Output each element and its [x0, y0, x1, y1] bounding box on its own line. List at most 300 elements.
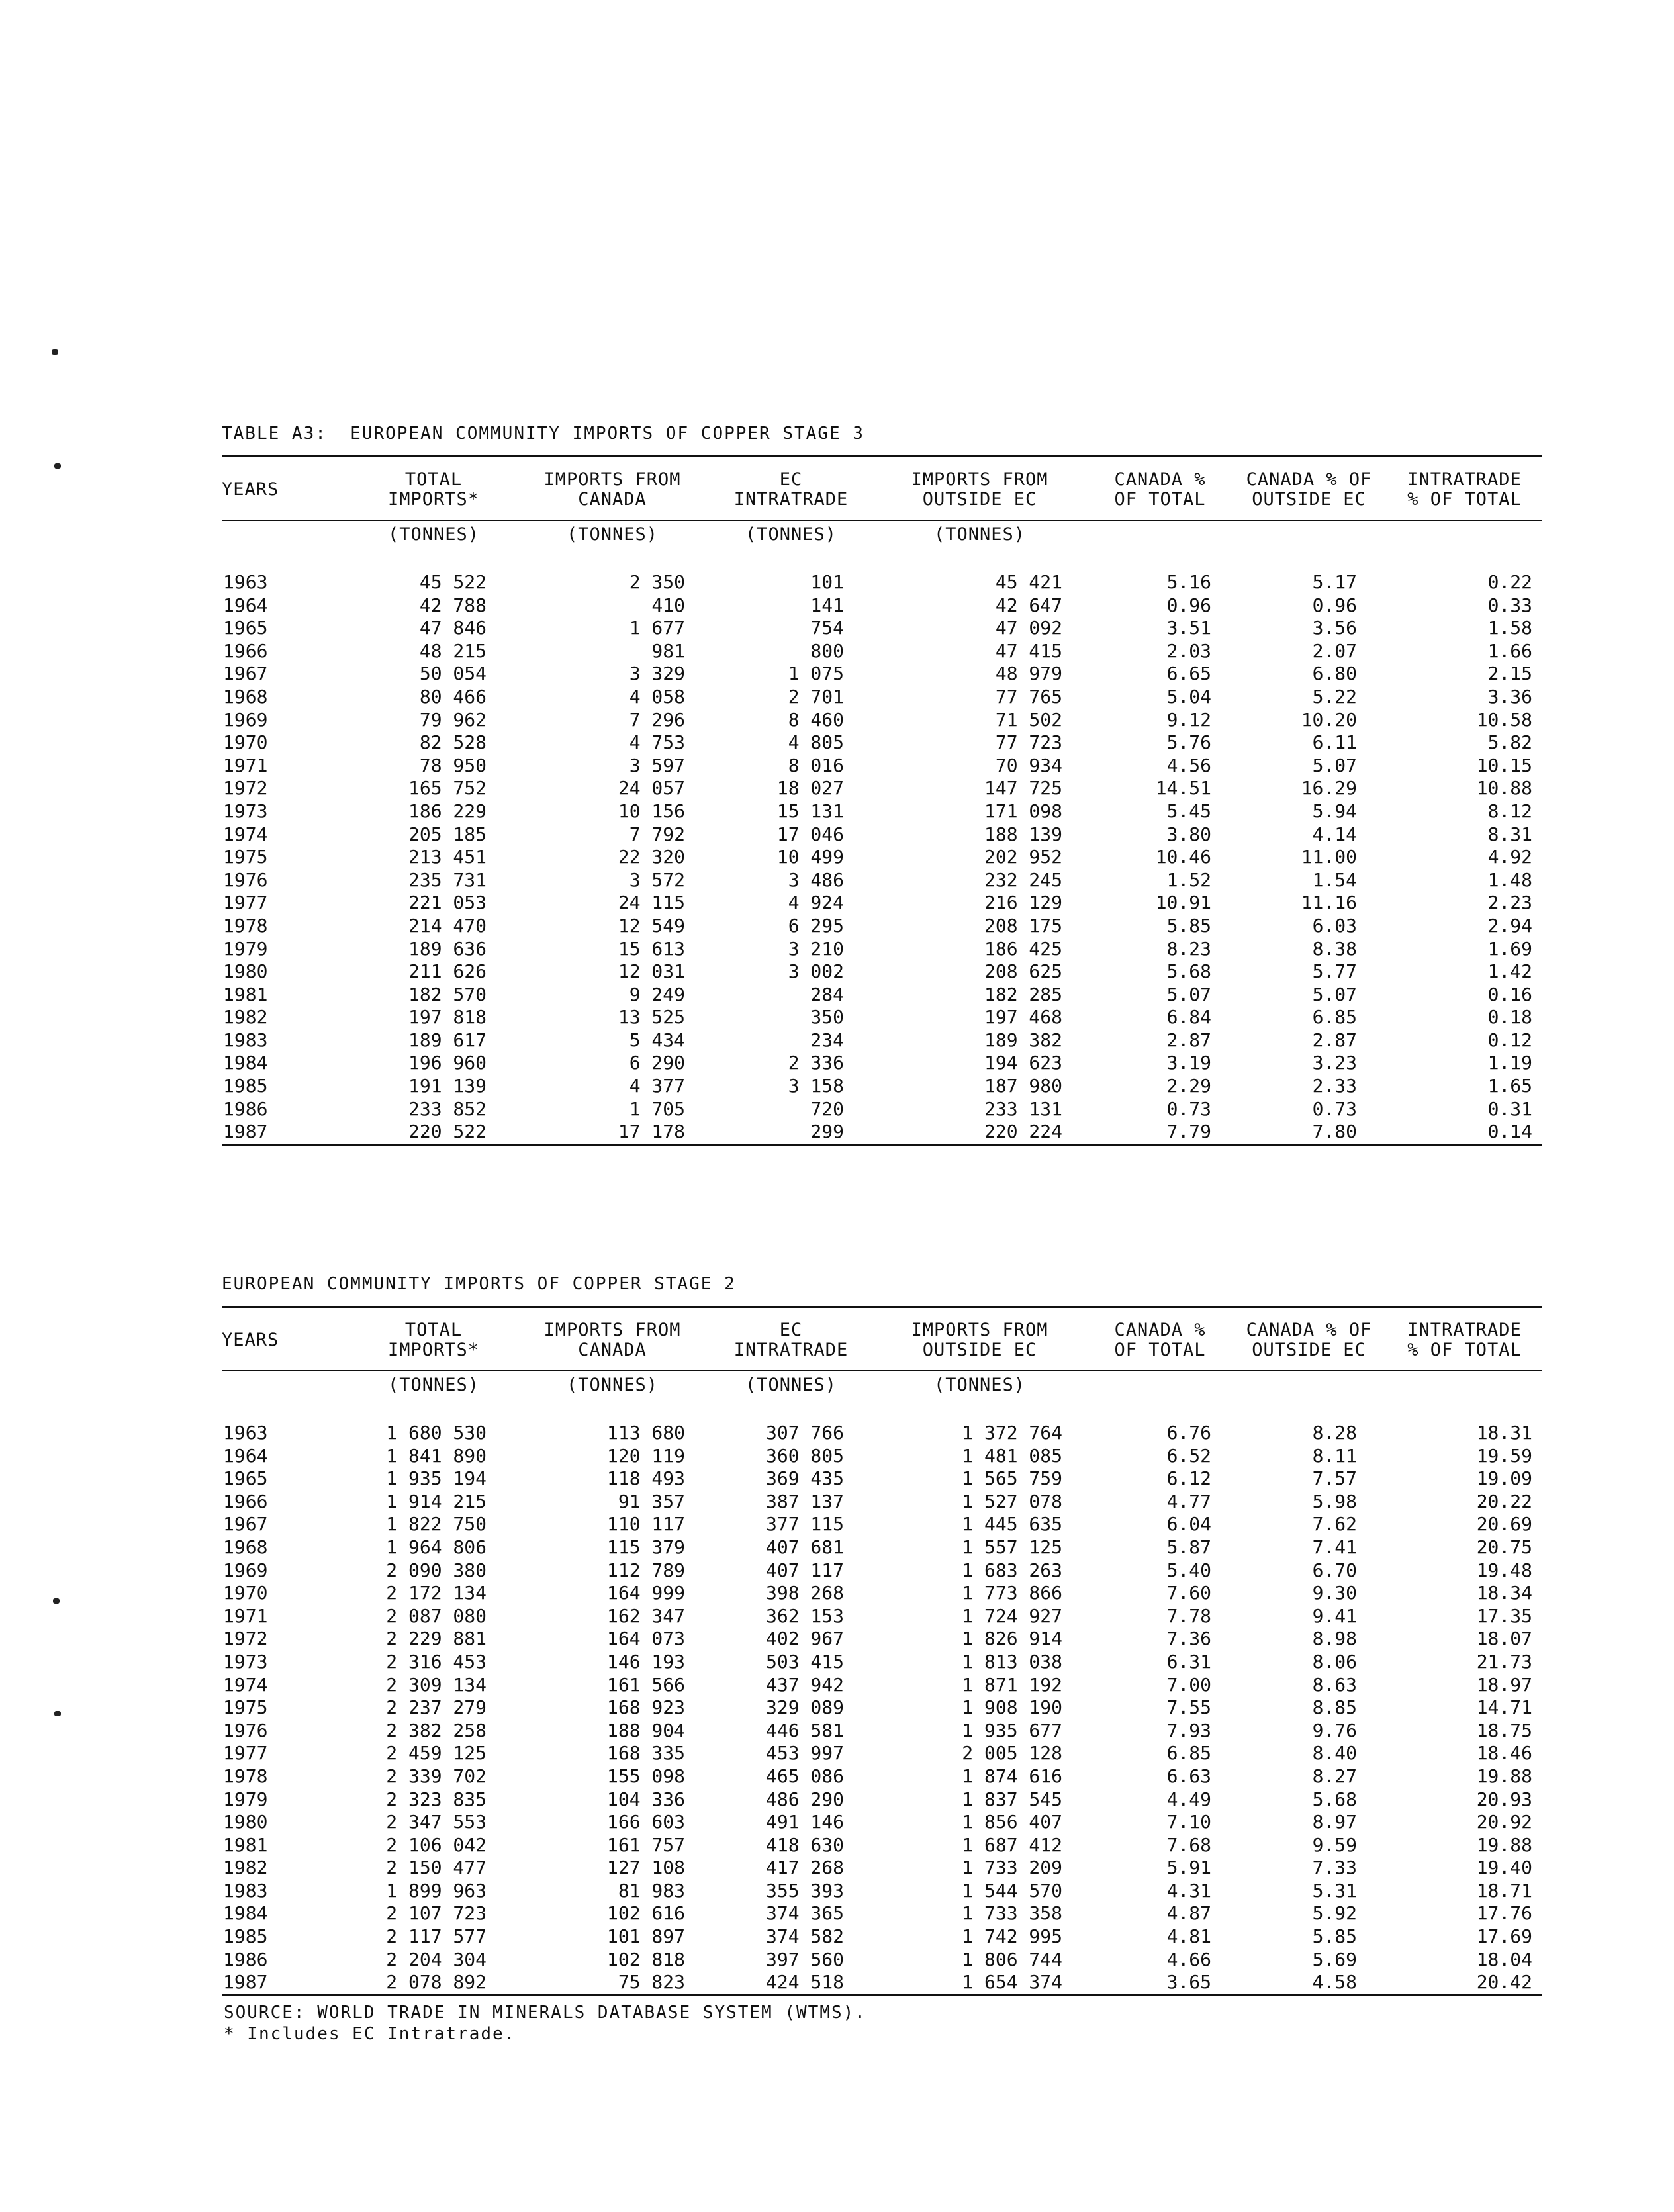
- stage2-body: [222, 1402, 1542, 1995]
- cell-ec-intratrade: 424 518: [712, 1971, 870, 1995]
- cell-ec-intratrade: 720: [810, 1097, 844, 1120]
- cell-ec-intratrade: 377 115: [765, 1513, 844, 1536]
- table-row: [222, 1536, 1542, 1559]
- table-row: [222, 1121, 1542, 1144]
- cell-year: 1985: [223, 1925, 268, 1948]
- cell-imports-from-canada: 1 705: [629, 1097, 685, 1120]
- cell-ec-intratrade: 307 766: [765, 1422, 844, 1444]
- unit-label: (TONNES): [354, 1371, 513, 1402]
- cell-canada-pct-outside: 6.85: [1312, 1006, 1357, 1029]
- cell-year: 1983: [223, 1879, 268, 1902]
- cell-year: 1972: [223, 777, 268, 800]
- cell-canada-pct-total: 6.63: [1166, 1765, 1211, 1787]
- table-row: [222, 1445, 1542, 1468]
- cell-year: 1981: [223, 1833, 268, 1856]
- cell-intratrade-pct-total: 20.69: [1476, 1513, 1532, 1536]
- cell-ec-intratrade: 10 499: [776, 846, 844, 868]
- cell-total-imports: 80 466: [419, 685, 487, 708]
- cell-canada-pct-outside: 6.80: [1312, 663, 1357, 685]
- table-row: [222, 1467, 1542, 1491]
- cell-canada-pct-total: 2.29: [1166, 1075, 1211, 1097]
- cell-canada-pct-total: 4.66: [1166, 1948, 1211, 1970]
- table-row: [222, 938, 1542, 961]
- table-row: [222, 823, 1542, 847]
- cell-year: 1977: [223, 892, 268, 914]
- cell-imports-from-canada: 13 525: [618, 1006, 685, 1029]
- cell-ec-intratrade: 329 089: [765, 1696, 844, 1719]
- cell-total-imports: 1 935 194: [386, 1467, 487, 1490]
- cell-canada-pct-total: 14.51: [1155, 777, 1211, 800]
- cell-intratrade-pct-total: 20.93: [1476, 1788, 1532, 1810]
- cell-total-imports: 47 846: [419, 617, 487, 639]
- cell-canada-pct-total: 3.80: [1166, 823, 1211, 845]
- cell-canada-pct-total: 5.16: [1166, 571, 1211, 593]
- unit-label: (TONNES): [712, 1371, 870, 1402]
- cell-canada-pct-total: 7.79: [1089, 1121, 1231, 1144]
- table-row: [222, 1902, 1542, 1925]
- cell-total-imports: 196 960: [408, 1052, 487, 1074]
- cell-imports-outside-ec: 1 908 190: [962, 1696, 1062, 1719]
- cell-year: 1966: [223, 639, 268, 662]
- cell-ec-intratrade: 355 393: [765, 1879, 844, 1902]
- unit-label: (TONNES): [354, 520, 513, 551]
- cell-imports-outside-ec: 1 773 866: [962, 1582, 1062, 1604]
- cell-year: 1969: [223, 708, 268, 731]
- cell-imports-outside-ec: 189 382: [984, 1029, 1062, 1051]
- cell-year: 1976: [223, 1719, 268, 1741]
- table-row: [222, 1925, 1542, 1949]
- cell-intratrade-pct-total: 14.71: [1476, 1696, 1532, 1719]
- cell-imports-outside-ec: 1 544 570: [962, 1879, 1062, 1902]
- cell-imports-outside-ec: 208 175: [984, 914, 1062, 937]
- cell-year: 1981: [223, 983, 268, 1005]
- cell-ec-intratrade: 6 295: [788, 914, 844, 937]
- cell-ec-intratrade: 397 560: [765, 1948, 844, 1970]
- cell-canada-pct-total: 6.12: [1166, 1467, 1211, 1490]
- cell-imports-outside-ec: 208 625: [984, 960, 1062, 983]
- cell-ec-intratrade: 465 086: [765, 1765, 844, 1787]
- cell-total-imports: 211 626: [408, 960, 487, 983]
- cell-total-imports: 2 117 577: [386, 1925, 487, 1948]
- cell-canada-pct-total: 2.87: [1166, 1029, 1211, 1051]
- cell-total-imports: 1 841 890: [386, 1444, 487, 1467]
- cell-ec-intratrade: 417 268: [765, 1857, 844, 1879]
- cell-year: 1963: [223, 571, 268, 593]
- cell-canada-pct-outside: 8.85: [1312, 1696, 1357, 1719]
- cell-canada-pct-total: 3.65: [1089, 1971, 1231, 1995]
- col-header-canada-pct-outside: CANADA % OF OUTSIDE EC: [1231, 1307, 1387, 1371]
- cell-intratrade-pct-total: 2.15: [1487, 663, 1532, 685]
- cell-total-imports: 78 950: [419, 754, 487, 776]
- table-row: [222, 960, 1542, 984]
- cell-year: 1984: [223, 1902, 268, 1925]
- cell-canada-pct-total: 6.31: [1166, 1650, 1211, 1673]
- table-row: [222, 1971, 1542, 1995]
- cell-year: 1975: [223, 846, 268, 868]
- cell-canada-pct-outside: 1.54: [1312, 868, 1357, 891]
- cell-canada-pct-total: 7.10: [1166, 1811, 1211, 1833]
- cell-imports-outside-ec: 1 557 125: [962, 1536, 1062, 1558]
- cell-total-imports: 189 617: [408, 1029, 487, 1051]
- cell-ec-intratrade: 407 681: [765, 1536, 844, 1558]
- unit-label: (TONNES): [513, 520, 712, 551]
- scan-speck: [53, 1598, 60, 1604]
- table-row: [222, 846, 1542, 869]
- cell-canada-pct-total: 5.40: [1166, 1559, 1211, 1581]
- cell-total-imports: 182 570: [408, 983, 487, 1005]
- table-row: [222, 1834, 1542, 1857]
- cell-imports-from-canada: 75 823: [513, 1971, 712, 1995]
- cell-ec-intratrade: 101: [810, 571, 844, 593]
- cell-year: 1973: [223, 800, 268, 822]
- cell-intratrade-pct-total: 19.40: [1476, 1857, 1532, 1879]
- cell-ec-intratrade: 3 210: [788, 937, 844, 960]
- col-header-canada-pct-total: CANADA % OF TOTAL: [1089, 1307, 1231, 1371]
- col-header-imports-outside-ec: IMPORTS FROM OUTSIDE EC: [870, 1307, 1089, 1371]
- cell-canada-pct-outside: 8.38: [1312, 937, 1357, 960]
- cell-ec-intratrade: 17 046: [776, 823, 844, 845]
- cell-imports-outside-ec: 1 565 759: [962, 1467, 1062, 1490]
- cell-intratrade-pct-total: 18.04: [1476, 1948, 1532, 1970]
- cell-intratrade-pct-total: 18.07: [1476, 1628, 1532, 1650]
- col-header-canada-pct-total: CANADA % OF TOTAL: [1089, 457, 1231, 521]
- cell-intratrade-pct-total: 19.48: [1476, 1559, 1532, 1581]
- cell-imports-from-canada: 101 897: [606, 1925, 685, 1948]
- cell-canada-pct-total: 5.76: [1166, 731, 1211, 754]
- cell-year: 1987: [222, 1121, 354, 1144]
- cell-imports-outside-ec: 47 092: [995, 617, 1062, 639]
- cell-imports-from-canada: 110 117: [606, 1513, 685, 1536]
- cell-canada-pct-total: 5.45: [1166, 800, 1211, 822]
- cell-imports-from-canada: 161 566: [606, 1673, 685, 1696]
- cell-year: 1982: [223, 1006, 268, 1029]
- cell-total-imports: 42 788: [419, 594, 487, 616]
- cell-total-imports: 1 914 215: [386, 1490, 487, 1512]
- cell-imports-from-canada: 6 290: [629, 1052, 685, 1074]
- cell-total-imports: 186 229: [408, 800, 487, 822]
- cell-total-imports: 2 339 702: [386, 1765, 487, 1787]
- cell-imports-outside-ec: 1 687 412: [962, 1833, 1062, 1856]
- table-row: [222, 984, 1542, 1007]
- cell-imports-outside-ec: 171 098: [984, 800, 1062, 822]
- cell-canada-pct-total: 3.51: [1166, 617, 1211, 639]
- table-row: [222, 1029, 1542, 1052]
- cell-intratrade-pct-total: 10.88: [1476, 777, 1532, 800]
- table-row: [222, 1006, 1542, 1029]
- cell-ec-intratrade: 3 002: [788, 960, 844, 983]
- cell-canada-pct-outside: 5.92: [1312, 1902, 1357, 1925]
- footnotes: [224, 2002, 866, 2045]
- table-row: [222, 731, 1542, 755]
- cell-imports-outside-ec: 1 527 078: [962, 1490, 1062, 1512]
- unit-row: [222, 1371, 1542, 1402]
- cell-imports-outside-ec: 1 445 635: [962, 1513, 1062, 1536]
- table-row: [222, 1720, 1542, 1743]
- cell-total-imports: 2 323 835: [386, 1788, 487, 1810]
- cell-year: 1986: [223, 1097, 268, 1120]
- scan-speck: [54, 463, 61, 469]
- cell-canada-pct-outside: 5.94: [1312, 800, 1357, 822]
- cell-year: 1975: [223, 1696, 268, 1719]
- cell-canada-pct-outside: 8.97: [1312, 1811, 1357, 1833]
- cell-canada-pct-outside: 8.40: [1312, 1742, 1357, 1765]
- cell-canada-pct-total: 0.73: [1166, 1097, 1211, 1120]
- cell-imports-from-canada: 168 335: [606, 1742, 685, 1765]
- cell-total-imports: 220 522: [354, 1121, 513, 1144]
- cell-canada-pct-outside: 2.87: [1312, 1029, 1357, 1051]
- cell-total-imports: 2 150 477: [386, 1857, 487, 1879]
- cell-imports-from-canada: 113 680: [606, 1422, 685, 1444]
- cell-total-imports: 2 106 042: [386, 1833, 487, 1856]
- cell-imports-outside-ec: 1 742 995: [962, 1925, 1062, 1948]
- col-header-intratrade-pct-total: INTRATRADE % OF TOTAL: [1387, 457, 1542, 521]
- cell-ec-intratrade: 1 075: [788, 663, 844, 685]
- cell-total-imports: 2 382 258: [386, 1719, 487, 1741]
- cell-ec-intratrade: 350: [810, 1006, 844, 1029]
- table-row: [222, 1811, 1542, 1834]
- stage3-table: [222, 455, 1542, 1146]
- cell-imports-from-canada: 155 098: [606, 1765, 685, 1787]
- cell-ec-intratrade: 754: [810, 617, 844, 639]
- cell-total-imports: 233 852: [408, 1097, 487, 1120]
- cell-imports-from-canada: 118 493: [606, 1467, 685, 1490]
- cell-imports-from-canada: 115 379: [606, 1536, 685, 1558]
- cell-imports-outside-ec: 1 935 677: [962, 1719, 1062, 1741]
- cell-intratrade-pct-total: 0.14: [1387, 1121, 1542, 1144]
- spacer-row: [222, 1402, 1542, 1422]
- cell-canada-pct-total: 2.03: [1166, 639, 1211, 662]
- cell-imports-outside-ec: 186 425: [984, 937, 1062, 960]
- cell-imports-from-canada: 102 616: [606, 1902, 685, 1925]
- cell-imports-from-canada: 10 156: [618, 800, 685, 822]
- cell-year: 1964: [223, 1444, 268, 1467]
- cell-canada-pct-total: 5.87: [1166, 1536, 1211, 1558]
- cell-intratrade-pct-total: 10.15: [1476, 754, 1532, 776]
- cell-imports-outside-ec: 1 733 358: [962, 1902, 1062, 1925]
- cell-intratrade-pct-total: 0.31: [1487, 1097, 1532, 1120]
- cell-total-imports: 2 229 881: [386, 1628, 487, 1650]
- cell-imports-outside-ec: 216 129: [984, 892, 1062, 914]
- unit-row: [222, 520, 1542, 551]
- cell-imports-outside-ec: 232 245: [984, 868, 1062, 891]
- cell-canada-pct-total: 4.87: [1166, 1902, 1211, 1925]
- cell-year: 1974: [223, 823, 268, 845]
- cell-canada-pct-outside: 8.28: [1312, 1422, 1357, 1444]
- stage2-section: [222, 1274, 1542, 1996]
- cell-total-imports: 214 470: [408, 914, 487, 937]
- cell-canada-pct-outside: 10.20: [1301, 708, 1357, 731]
- cell-total-imports: 2 204 304: [386, 1948, 487, 1970]
- table-row: [222, 1696, 1542, 1720]
- table-row: [222, 1513, 1542, 1536]
- cell-year: 1982: [223, 1857, 268, 1879]
- cell-imports-outside-ec: 188 139: [984, 823, 1062, 845]
- cell-year: 1980: [223, 1811, 268, 1833]
- cell-total-imports: 82 528: [419, 731, 487, 754]
- cell-total-imports: 235 731: [408, 868, 487, 891]
- col-header-intratrade-pct-total: INTRATRADE % OF TOTAL: [1387, 1307, 1542, 1371]
- cell-canada-pct-total: 6.65: [1166, 663, 1211, 685]
- cell-year: 1973: [223, 1650, 268, 1673]
- cell-ec-intratrade: 299: [712, 1121, 870, 1144]
- table-row: [222, 892, 1542, 915]
- table-caption: EUROPEAN COMMUNITY IMPORTS OF COPPER STAGE 2: [222, 1274, 736, 1294]
- cell-ec-intratrade: 18 027: [776, 777, 844, 800]
- cell-total-imports: 2 087 080: [386, 1604, 487, 1627]
- cell-year: 1980: [223, 960, 268, 983]
- cell-canada-pct-total: 8.23: [1166, 937, 1211, 960]
- cell-imports-from-canada: 104 336: [606, 1788, 685, 1810]
- cell-canada-pct-outside: 16.29: [1301, 777, 1357, 800]
- cell-ec-intratrade: 503 415: [765, 1650, 844, 1673]
- cell-total-imports: 48 215: [419, 639, 487, 662]
- cell-canada-pct-total: 5.04: [1166, 685, 1211, 708]
- cell-imports-outside-ec: 1 683 263: [962, 1559, 1062, 1581]
- cell-canada-pct-outside: 8.63: [1312, 1673, 1357, 1696]
- cell-total-imports: 1 680 530: [386, 1422, 487, 1444]
- cell-ec-intratrade: 387 137: [765, 1490, 844, 1512]
- cell-total-imports: 2 107 723: [386, 1902, 487, 1925]
- cell-canada-pct-outside: 5.69: [1312, 1948, 1357, 1970]
- cell-canada-pct-outside: 8.11: [1312, 1444, 1357, 1467]
- cell-imports-outside-ec: 1 813 038: [962, 1650, 1062, 1673]
- cell-year: 1972: [223, 1628, 268, 1650]
- cell-canada-pct-total: 7.68: [1166, 1833, 1211, 1856]
- table-row: [222, 1559, 1542, 1583]
- cell-canada-pct-outside: 9.76: [1312, 1719, 1357, 1741]
- cell-canada-pct-outside: 6.03: [1312, 914, 1357, 937]
- cell-canada-pct-outside: 6.11: [1312, 731, 1357, 754]
- cell-imports-from-canada: 112 789: [606, 1559, 685, 1581]
- cell-year: 1984: [223, 1052, 268, 1074]
- table-row: [222, 1582, 1542, 1605]
- cell-intratrade-pct-total: 4.92: [1487, 846, 1532, 868]
- cell-year: 1974: [223, 1673, 268, 1696]
- cell-intratrade-pct-total: 19.88: [1476, 1833, 1532, 1856]
- cell-total-imports: 213 451: [408, 846, 487, 868]
- cell-canada-pct-outside: 7.62: [1312, 1513, 1357, 1536]
- cell-canada-pct-total: 6.85: [1166, 1742, 1211, 1765]
- cell-imports-outside-ec: 1 871 192: [962, 1673, 1062, 1696]
- cell-imports-outside-ec: 147 725: [984, 777, 1062, 800]
- cell-canada-pct-total: 5.07: [1166, 983, 1211, 1005]
- cell-imports-from-canada: 22 320: [618, 846, 685, 868]
- cell-total-imports: 45 522: [419, 571, 487, 593]
- stage3-section: [222, 424, 1542, 1146]
- cell-canada-pct-total: 5.91: [1166, 1857, 1211, 1879]
- cell-canada-pct-total: 6.76: [1166, 1422, 1211, 1444]
- cell-year: 1979: [223, 1788, 268, 1810]
- cell-canada-pct-total: 5.68: [1166, 960, 1211, 983]
- cell-total-imports: 2 090 380: [386, 1559, 487, 1581]
- cell-ec-intratrade: 800: [810, 639, 844, 662]
- cell-imports-from-canada: 102 818: [606, 1948, 685, 1970]
- cell-imports-from-canada: 24 057: [618, 777, 685, 800]
- cell-canada-pct-total: 0.96: [1166, 594, 1211, 616]
- cell-imports-outside-ec: 1 654 374: [870, 1971, 1089, 1995]
- cell-total-imports: 2 316 453: [386, 1650, 487, 1673]
- table-row: [222, 800, 1542, 823]
- table-row: [222, 1422, 1542, 1445]
- col-header-years: YEARS: [222, 1307, 354, 1371]
- cell-year: 1987: [222, 1971, 354, 1995]
- cell-imports-outside-ec: 71 502: [995, 708, 1062, 731]
- cell-canada-pct-total: 6.04: [1166, 1513, 1211, 1536]
- cell-ec-intratrade: 2 701: [788, 685, 844, 708]
- cell-intratrade-pct-total: 18.97: [1476, 1673, 1532, 1696]
- cell-canada-pct-outside: 5.07: [1312, 983, 1357, 1005]
- cell-canada-pct-total: 7.36: [1166, 1628, 1211, 1650]
- cell-intratrade-pct-total: 17.69: [1476, 1925, 1532, 1948]
- cell-canada-pct-total: 4.77: [1166, 1490, 1211, 1512]
- table-row: [222, 1765, 1542, 1788]
- cell-total-imports: 197 818: [408, 1006, 487, 1029]
- cell-intratrade-pct-total: 0.16: [1487, 983, 1532, 1005]
- cell-total-imports: 221 053: [408, 892, 487, 914]
- cell-intratrade-pct-total: 8.12: [1487, 800, 1532, 822]
- cell-year: 1976: [223, 868, 268, 891]
- cell-canada-pct-outside: 0.73: [1312, 1097, 1357, 1120]
- cell-intratrade-pct-total: 2.94: [1487, 914, 1532, 937]
- cell-intratrade-pct-total: 1.48: [1487, 868, 1532, 891]
- cell-canada-pct-outside: 5.68: [1312, 1788, 1357, 1810]
- cell-year: 1965: [223, 617, 268, 639]
- cell-imports-outside-ec: 1 481 085: [962, 1444, 1062, 1467]
- cell-year: 1965: [223, 1467, 268, 1490]
- table-row: [222, 709, 1542, 732]
- cell-ec-intratrade: 360 805: [765, 1444, 844, 1467]
- cell-canada-pct-outside: 9.30: [1312, 1582, 1357, 1604]
- cell-canada-pct-outside: 8.27: [1312, 1765, 1357, 1787]
- cell-canada-pct-total: 4.56: [1166, 754, 1211, 776]
- cell-intratrade-pct-total: 19.59: [1476, 1444, 1532, 1467]
- cell-year: 1968: [223, 1536, 268, 1558]
- cell-imports-from-canada: 81 983: [618, 1879, 685, 1902]
- cell-year: 1985: [223, 1075, 268, 1097]
- scan-speck: [52, 349, 58, 355]
- col-header-imports-outside-ec: IMPORTS FROM OUTSIDE EC: [870, 457, 1089, 521]
- cell-total-imports: 2 237 279: [386, 1696, 487, 1719]
- cell-total-imports: 1 822 750: [386, 1513, 487, 1536]
- cell-ec-intratrade: 407 117: [765, 1559, 844, 1581]
- cell-canada-pct-outside: 7.57: [1312, 1467, 1357, 1490]
- cell-ec-intratrade: 398 268: [765, 1582, 844, 1604]
- cell-year: 1971: [223, 1604, 268, 1627]
- col-header-canada-pct-outside: CANADA % OF OUTSIDE EC: [1231, 457, 1387, 521]
- cell-intratrade-pct-total: 20.22: [1476, 1490, 1532, 1512]
- cell-total-imports: 2 078 892: [354, 1971, 513, 1995]
- cell-canada-pct-outside: 5.77: [1312, 960, 1357, 983]
- cell-imports-outside-ec: 233 131: [984, 1097, 1062, 1120]
- cell-year: 1966: [223, 1490, 268, 1512]
- cell-total-imports: 2 309 134: [386, 1673, 487, 1696]
- cell-canada-pct-outside: 5.31: [1312, 1879, 1357, 1902]
- cell-ec-intratrade: 3 486: [788, 868, 844, 891]
- table-row: [222, 915, 1542, 938]
- cell-canada-pct-outside: 8.98: [1312, 1628, 1357, 1650]
- cell-canada-pct-outside: 5.98: [1312, 1490, 1357, 1512]
- cell-year: 1970: [223, 1582, 268, 1604]
- stage2-table: [222, 1306, 1542, 1996]
- cell-intratrade-pct-total: 0.12: [1487, 1029, 1532, 1051]
- cell-canada-pct-total: 7.93: [1166, 1719, 1211, 1741]
- cell-ec-intratrade: 362 153: [765, 1604, 844, 1627]
- col-header-imports-from-canada: IMPORTS FROM CANADA: [513, 1307, 712, 1371]
- cell-imports-outside-ec: 1 874 616: [962, 1765, 1062, 1787]
- cell-intratrade-pct-total: 3.36: [1487, 685, 1532, 708]
- cell-total-imports: 2 172 134: [386, 1582, 487, 1604]
- cell-imports-from-canada: 12 031: [618, 960, 685, 983]
